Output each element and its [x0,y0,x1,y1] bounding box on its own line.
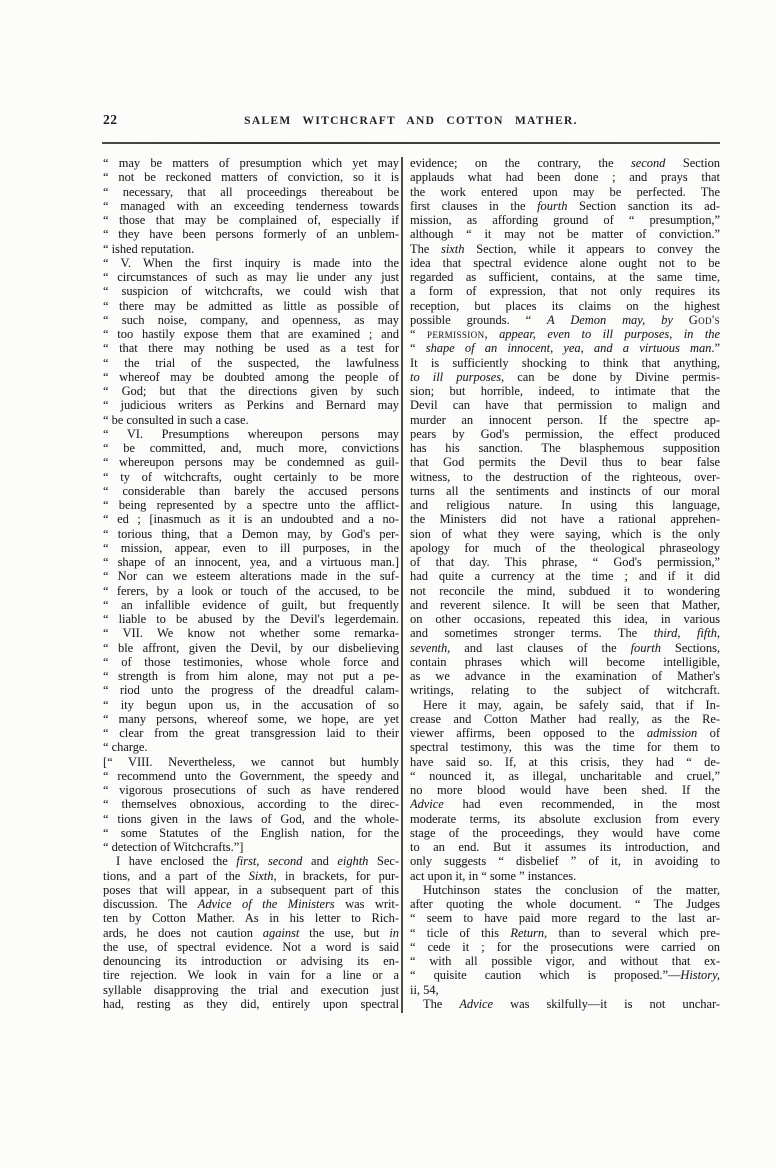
text-line: “ of those testimonies, whose whole force and [103,654,399,669]
text-line: ten by Cotton Mather. As in his letter to Rich- [103,911,399,926]
text-line: “ suspicion of witchcrafts, we could wish that [103,284,399,299]
text-line: that God permits the Devil thus to bear false [410,455,720,470]
text-line: “ VI. Presumptions whereupon persons may [103,426,399,441]
text-line: murder an innocent person. If the spectre ap- [410,412,720,427]
text-line: of that day. This phrase, “ God's permission,” [410,555,720,569]
text-line: “ ty of witchcrafts, ought certainly to be more [103,469,399,484]
text-line: “ quisite caution which is proposed.”—History, [410,968,720,983]
text-line: sion; but horrible, indeed, to intimate that the [410,384,720,398]
text-line: “ V. When the first inquiry is made into the [103,255,399,270]
text-line: possible grounds. “ A Demon may, by God's [410,312,720,327]
text-line: and sometimes stronger terms. The third, fifth, [410,626,720,641]
text-line: “ liable to be abused by the Devil's legerdemain. [103,612,399,626]
text-line: to an end. But it assumes its introduction, and [410,840,720,854]
text-line: “ ed ; [inasmuch as it is an undoubted and a no- [103,512,399,527]
text-line: seventh, and last clauses of the fourth Sections, [410,640,720,655]
text-line: “ VII. We know not whether some remarka- [103,626,399,641]
text-line: on other occasions, repeated this idea, in various [410,612,720,626]
text-line: “ Nor can we esteem alterations made in the suf- [103,569,399,584]
text-line: poses that will appear, in a subsequent part of this [103,882,399,897]
text-line: “ an infallible evidence of guilt, but frequently [103,597,399,612]
text-line: “ mission, appear, even to ill purposes, in the [103,540,399,555]
text-line: [“ VIII. Nevertheless, we cannot but humbly [103,754,399,769]
text-line: discussion. The Advice of the Ministers was writ- [103,897,399,911]
text-line: “ themselves obnoxious, according to the direc- [103,797,399,812]
text-line: The sixth Section, while it appears to convey the [410,241,720,256]
text-line: stage of the proceedings, they would have come [410,825,720,840]
text-line: ards, he does not caution against the use, but in [103,925,399,940]
text-line: Advice had even recommended, in the most [410,797,720,812]
text-line: “ there may be admitted as little as possible of [103,298,399,313]
text-line: idea that spectral evidence alone ought not to be [410,255,720,270]
text-line: turns all the sentiments and instincts of our moral [410,483,720,498]
text-line: spectral testimony, this was the time for them to [410,740,720,755]
text-line: “ ferers, by a look or touch of the accused, to be [103,583,399,598]
text-line: no more blood would have been shed. If the [410,783,720,797]
column-left [103,156,399,1011]
column-right [410,156,720,1011]
text-line: have said so. If, at this crisis, they had “ de- [410,754,720,769]
text-line: “ with all possible vigor, and without that ex- [410,954,720,968]
text-line: and religious nature. In using this language, [410,498,720,512]
text-line: “ ble affront, given the Devil, by our disbelieving [103,640,399,655]
text-line: “ some Statutes of the English nation, for the [103,825,399,840]
text-line: “ being represented by a spectre unto the afflict- [103,498,399,512]
text-line: “ many persons, whereof some, we hope, are yet [103,711,399,726]
text-line: “ too hastily expose them that are examined ; and [103,327,399,341]
text-line: only suggests “ disbelief ” of it, in avoiding to [410,854,720,869]
page-number: 22 [103,112,118,127]
text-line: moderate terms, its absolute exclusion from every [410,811,720,826]
text-line: as we advance in the examination of Mather's [410,669,720,683]
text-line: “ vigorous prosecutions of such as have rendered [103,783,399,797]
text-line: “ not be reckoned matters of conviction, so it is [103,170,399,185]
text-line: after quoting the whole document. “ The Judges [410,897,720,911]
page-header [103,112,719,128]
text-line: “ managed with an exceeding tenderness towards [103,198,399,213]
text-line: and reverent silence. It will be seen that Mather, [410,597,720,612]
text-line: “ tions given in the laws of God, and the whole- [103,811,399,826]
text-line: has his sanction. The blasphemous supposition [410,441,720,455]
running-title: SALEM WITCHCRAFT AND COTTON MATHER. [244,115,578,127]
text-line: although “ it may not be matter of conviction.” [410,227,720,242]
text-line: regarded as sufficient, contains, at the same time, [410,270,720,284]
text-line: the work entered upon may be perfected. The [410,184,720,199]
text-line: contain phrases which will become intelligible, [410,654,720,669]
text-line: “ be committed, and, much more, convictions [103,441,399,455]
text-line: “ they have been persons formerly of an unblem- [103,227,399,242]
text-line: “ the trial of the suspected, the lawfulness [103,355,399,370]
text-line: “ charge. [103,740,148,755]
text-line: “ judicious writers as Perkins and Bernard may [103,398,399,413]
text-line: “ that there may nothing be used as a test for [103,341,399,356]
text-line: “ whereupon persons may be condemned as guil- [103,455,399,470]
text-line: sion of what they were saying, which is the only [410,526,720,541]
text-line: act upon it, in “ some ” instances. [410,868,577,883]
text-line: applauds what had been done ; and prays that [410,170,720,185]
text-line: I have enclosed the first, second and eighth Sec- [116,854,399,869]
text-line: “ strength is from him alone, may not put a pe- [103,669,399,683]
text-line: “ such noise, company, and openness, as may [103,312,399,327]
text-line: mission, as affording ground of “ presumption,” [410,213,720,227]
text-line: “ shape of an innocent, yea, and a virtuous man.” [410,341,720,356]
text-line: “ clear from the great transgression laid to their [103,726,399,740]
text-line: pears by God's permission, the effect produced [410,426,720,441]
text-line: “ shape of an innocent, yea, and a virtuous man.] [103,555,399,569]
text-line: ii, 54, [410,982,439,997]
text-line: “ may be matters of presumption which yet may [103,156,399,170]
header-rule [102,142,720,144]
text-line: The Advice was skilfully—it is not unchar- [423,996,720,1011]
text-line: “ riod unto the progress of the dreadful calam- [103,683,399,698]
text-line: crease and Cotton Mather had really, as the Re- [410,711,720,726]
text-line: the Ministers did not have a rational apprehen- [410,512,720,527]
text-line: writings, relating to the subject of witchcraft. [410,683,720,698]
text-line: “ permission, appear, even to ill purposes, in the [410,327,720,341]
text-line: “ circumstances of such as may lie under any just [103,270,399,284]
text-line: tire rejection. We look in vain for a line or a [103,968,399,983]
text-line: “ torious thing, that a Demon may, by God's per- [103,526,399,541]
text-line: “ considerable than barely the accused persons [103,483,399,498]
text-line: had, resting as they did, entirely upon spectral [103,996,399,1011]
text-line: “ ticle of this Return, than to several which pre- [410,925,720,940]
text-line: first clauses in the fourth Section sanction its ad- [410,198,720,213]
text-line: “ those that may be complained of, especially if [103,213,399,227]
text-line: tions, and a part of the Sixth, in brackets, for pur- [103,868,399,883]
text-line: It is sufficiently shocking to think that anything, [410,355,720,370]
text-line: not reconcile the mind, subdued it to wondering [410,583,720,598]
text-line: Here it may, again, be safely said, that if In- [423,697,720,712]
text-line: “ whereof may be doubted among the people of [103,369,399,384]
text-line: witness, to the destruction of the righteous, over- [410,469,720,484]
text-line: “ God; but that the directions given by such [103,384,399,398]
text-line: denouncing its introduction or advising its en- [103,954,399,968]
text-line: “ ity begun upon us, in the accusation of so [103,697,399,712]
text-line: syllable disapproving the trial and execution just [103,982,399,997]
text-line: had quite a currency at the time ; and if it did [410,569,720,584]
text-line: “ nounced it, as illegal, uncharitable and cruel,” [410,768,720,783]
text-line: “ recommend unto the Government, the speedy and [103,768,399,783]
text-line: apology for much of the theological phraseology [410,540,720,555]
text-line: reception, but places its claims on the highest [410,298,720,313]
text-line: “ cede it ; for the prosecutions were carried on [410,939,720,954]
text-line: “ ished reputation. [103,241,195,256]
column-divider-rule [401,157,403,1013]
text-line: Devil can have that permission to malign and [410,398,720,413]
text-line: to ill purposes, can be done by Divine permis- [410,369,720,384]
text-line: a form of expression, that not only requires its [410,284,720,299]
text-line: “ necessary, that all proceedings thereabout be [103,184,399,199]
text-line: “ detection of Witchcrafts.”] [103,840,244,854]
text-line: Hutchinson states the conclusion of the matter, [423,882,720,897]
text-line: evidence; on the contrary, the second Section [410,156,720,170]
text-line: “ seem to have paid more regard to the last ar- [410,911,720,926]
text-line: viewer affirms, been opposed to the admission of [410,726,720,740]
text-line: the use, of spectral evidence. Not a word is said [103,939,399,954]
text-line: “ be consulted in such a case. [103,412,249,427]
